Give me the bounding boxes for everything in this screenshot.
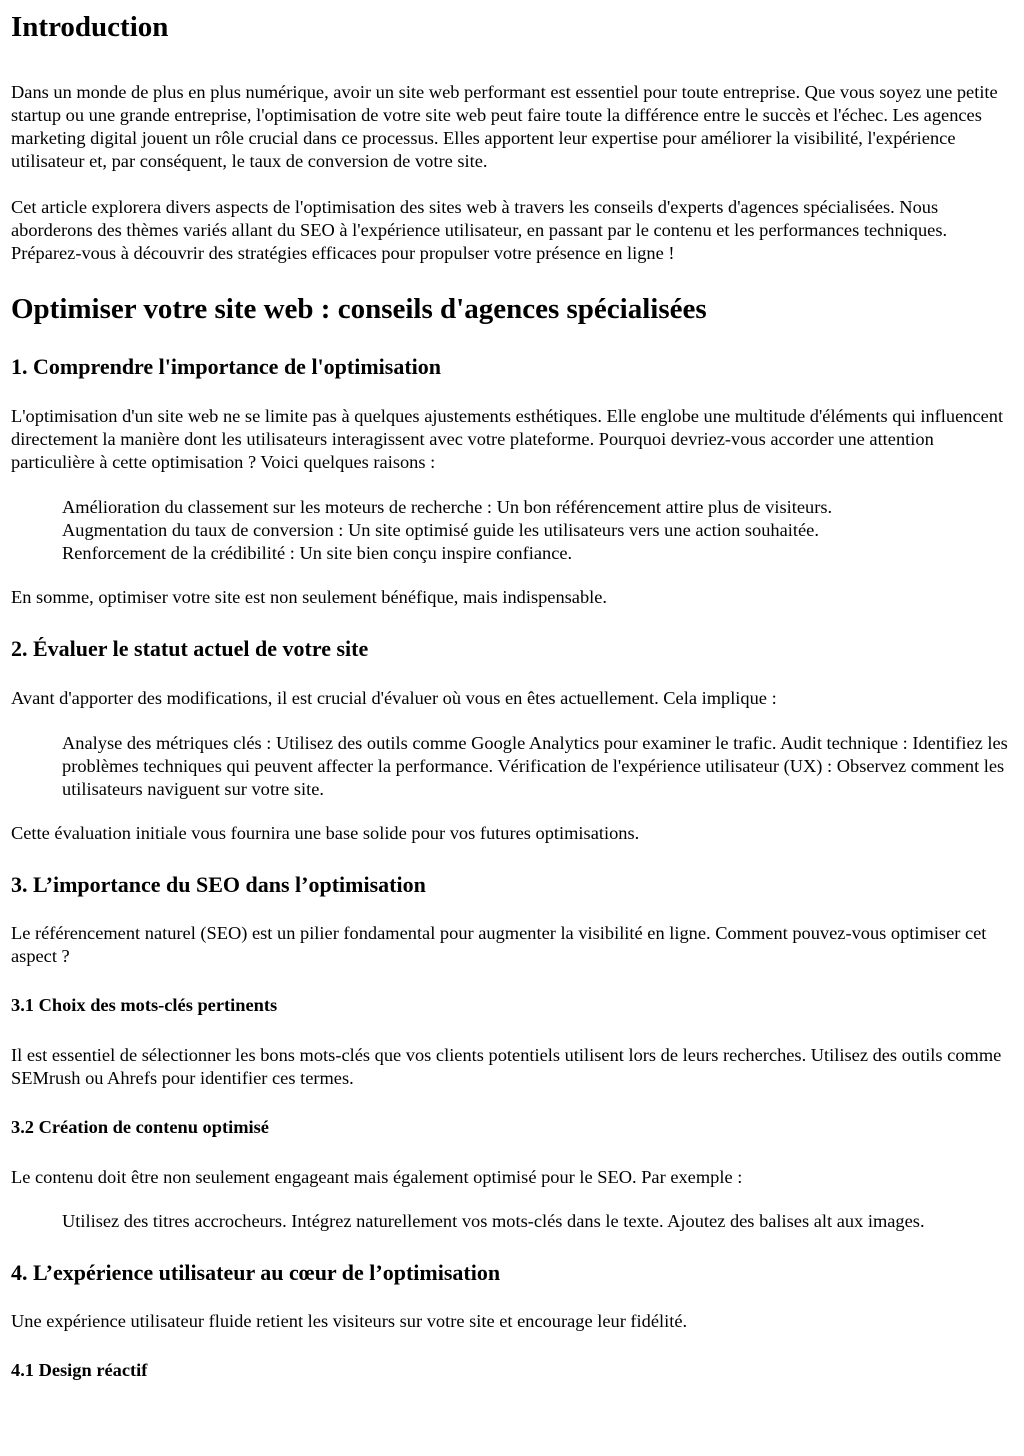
subsection-heading: 3.2 Création de contenu optimisé xyxy=(11,1117,269,1137)
subsection-heading: 4.1 Design réactif xyxy=(11,1360,148,1380)
section-heading: 4. L’expérience utilisateur au cœur de l’optimisation xyxy=(11,1260,501,1285)
list-item: Renforcement de la crédibilité : Un site bien conçu inspire confiance. xyxy=(62,543,573,563)
section-paragraph: Une expérience utilisateur fluide retient les visiteurs sur votre site et encourage leur fidélité. xyxy=(11,1311,688,1331)
article-page xyxy=(0,10,1024,1382)
evaluation-list: Analyse des métriques clés : Utilisez des outils comme Google Analytics pour examiner le trafic. Audit technique : Identifiez les problèmes techniques qui peuvent affecter la performance. Vérification de l'expérience utilisateur (UX) : Observez comment les utilisateurs naviguent sur votre site. xyxy=(62,733,1008,799)
section-heading: 2. Évaluer le statut actuel de votre site xyxy=(11,636,369,661)
section-heading: 1. Comprendre l'importance de l'optimisation xyxy=(11,354,442,379)
subsection-paragraph: Le contenu doit être non seulement engageant mais également optimisé pour le SEO. Par exemple : xyxy=(11,1167,743,1187)
subsection-paragraph: Il est essentiel de sélectionner les bons mots-clés que vos clients potentiels utilisent lors de leurs recherches. Utilisez des outils comme SEMrush ou Ahrefs pour identifier ces termes. xyxy=(11,1045,1002,1088)
section-heading: 3. L’importance du SEO dans l’optimisation xyxy=(11,872,426,897)
section-conclusion: Cette évaluation initiale vous fournira une base solide pour vos futures optimisations. xyxy=(11,823,640,843)
intro-heading: Introduction xyxy=(11,11,169,43)
subsection-heading: 3.1 Choix des mots-clés pertinents xyxy=(11,995,278,1015)
list-item: Amélioration du classement sur les moteurs de recherche : Un bon référencement attire plus de visiteurs. xyxy=(62,497,833,517)
section-paragraph: Avant d'apporter des modifications, il est crucial d'évaluer où vous en êtes actuellement. Cela implique : xyxy=(11,688,777,708)
article-title: Optimiser votre site web : conseils d'agences spécialisées xyxy=(11,293,707,325)
section-paragraph: Le référencement naturel (SEO) est un pilier fondamental pour augmenter la visibilité en ligne. Comment pouvez-vous optimiser cet aspect ? xyxy=(11,923,987,966)
section-conclusion: En somme, optimiser votre site est non seulement bénéfique, mais indispensable. xyxy=(11,587,608,607)
intro-paragraph: Dans un monde de plus en plus numérique, avoir un site web performant est essentiel pour toute entreprise. Que vous soyez une petite startup ou une grande entreprise, l'optimisation de votre site web peut faire toute la différence entre le succès et l'échec. Les agences marketing digital jouent un rôle crucial dans ce processus. Elles apportent leur expertise pour améliorer la visibilité, l'expérience utilisateur et, par conséquent, le taux de conversion de votre site. xyxy=(11,82,998,171)
reasons-list xyxy=(11,496,1016,565)
intro-paragraph: Cet article explorera divers aspects de l'optimisation des sites web à travers les conseils d'experts d'agences spécialisées. Nous aborderons des thèmes variés allant du SEO à l'expérience utilisateur, en passant par le contenu et les performances techniques. Préparez-vous à découvrir des stratégies efficaces pour propulser votre présence en ligne ! xyxy=(11,197,948,263)
section-paragraph: L'optimisation d'un site web ne se limite pas à quelques ajustements esthétiques. Elle englobe une multitude d'éléments qui influencent directement la manière dont les utilisateurs interagissent avec votre plateforme. Pourquoi devriez-vous accorder une attention particulière à cette optimisation ? Voici quelques raisons : xyxy=(11,406,1004,472)
content-tips-list: Utilisez des titres accrocheurs. Intégrez naturellement vos mots-clés dans le texte. Ajoutez des balises alt aux images. xyxy=(62,1211,925,1231)
list-item: Augmentation du taux de conversion : Un site optimisé guide les utilisateurs vers une action souhaitée. xyxy=(62,520,819,540)
